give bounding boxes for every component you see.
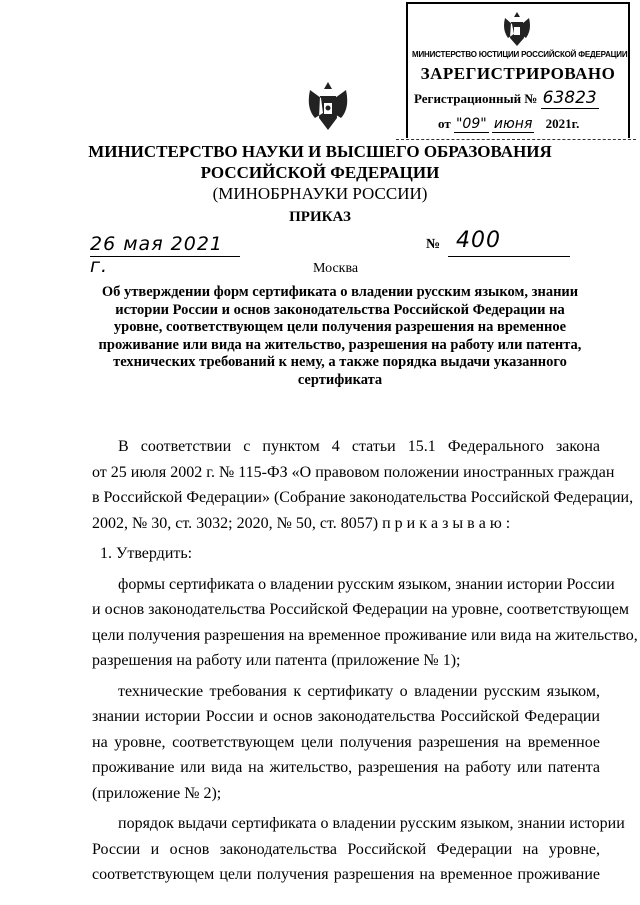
body-paragraph [92, 434, 634, 536]
stamp-registered: ЗАРЕГИСТРИРОВАНО [420, 64, 616, 83]
body-paragraph [92, 679, 600, 807]
body-line: на уровне, соответствующем цели получения разрешения на временное [92, 733, 600, 751]
doc-type: ПРИКАЗ [289, 209, 351, 225]
body-line: формы сертификата о владении русским языком, знании истории России [118, 575, 615, 593]
stamp-date-prefix: от [438, 116, 451, 131]
body-line: В соответствии с пунктом 4 статьи 15.1 Федерального закона [118, 438, 600, 455]
order-date-field [90, 233, 240, 277]
order-subject: Об утверждении форм сертификата о владении русским языком, знании истории России и основ законодательства Российской Федерации на уровне, соответствующем цели получения разрешения на временное проживание или вида на жительство, разрешения на работу или патента, технических требований к нему, а также порядка выдачи указанного сертификата [98, 284, 582, 388]
body-paragraph [92, 541, 600, 567]
ministry-title-line1: МИНИСТЕРСТВО НАУКИ И ВЫСШЕГО ОБРАЗОВАНИЯ [88, 142, 552, 161]
body-line: 1. Утвердить: [100, 545, 193, 562]
coat-of-arms-icon [305, 80, 351, 132]
stamp-ministry: МИНИСТЕРСТВО ЮСТИЦИИ РОССИЙСКОЙ ФЕДЕРАЦИИ [412, 50, 628, 59]
stamp-divider [396, 139, 636, 140]
registration-stamp [406, 2, 630, 138]
body-line: технические требования к сертификату о владении русским языком, [118, 682, 600, 700]
stamp-date-year: 2021г. [545, 116, 580, 131]
body-line: от 25 июля 2002 г. № 115-ФЗ «О правовом положении иностранных граждан [92, 463, 615, 481]
stamp-date-row [438, 114, 579, 134]
body-line: (приложение № 2); [92, 784, 222, 802]
body-line: России и основ законодательства Российской Федерации на уровне, [92, 840, 600, 858]
body-line: в Российской Федерации» (Собрание законодательства Российской Федерации, [92, 489, 634, 506]
ministry-title-line2: РОССИЙСКОЙ ФЕДЕРАЦИИ [200, 163, 440, 182]
body-paragraph [92, 811, 625, 888]
order-number-label: № [426, 237, 441, 252]
body-line: знании истории России и основ законодательства Российской Федерации [92, 708, 600, 725]
body-line: соответствующем цели получения разрешения на временное проживание [92, 866, 600, 883]
order-number: 400 [456, 228, 501, 253]
stamp-reg-label: Регистрационный № [414, 91, 538, 106]
city: Москва [313, 261, 359, 276]
stamp-date-month: июня [493, 116, 533, 132]
stamp-date-day: "09" [455, 116, 487, 132]
stamp-reg-number-row [414, 88, 599, 110]
ministry-short-name: (МИНОБРНАУКИ РОССИИ) [212, 184, 428, 203]
body-line: цели получения разрешения на временное проживание или вида на жительство, [92, 626, 638, 644]
body-line: разрешения на работу или патента (приложение № 1); [92, 652, 461, 669]
coat-of-arms-icon [500, 10, 534, 48]
body-line: и основ законодательства Российской Федерации на уровне, соответствующем [92, 601, 629, 618]
order-date: 26 мая 2021 г. [90, 233, 224, 277]
body-paragraph [92, 572, 638, 674]
order-body [92, 434, 638, 893]
body-line: проживание или вида на жительство, разрешения на работу или патента [92, 759, 600, 776]
order-number-field [448, 228, 570, 257]
body-line: порядок выдачи сертификата о владении русским языком, знании истории [118, 815, 625, 832]
stamp-reg-number: 63823 [542, 88, 597, 108]
body-line: 2002, № 30, ст. 3032; 2020, № 50, ст. 8057) п р и к а з ы в а ю : [92, 514, 511, 532]
